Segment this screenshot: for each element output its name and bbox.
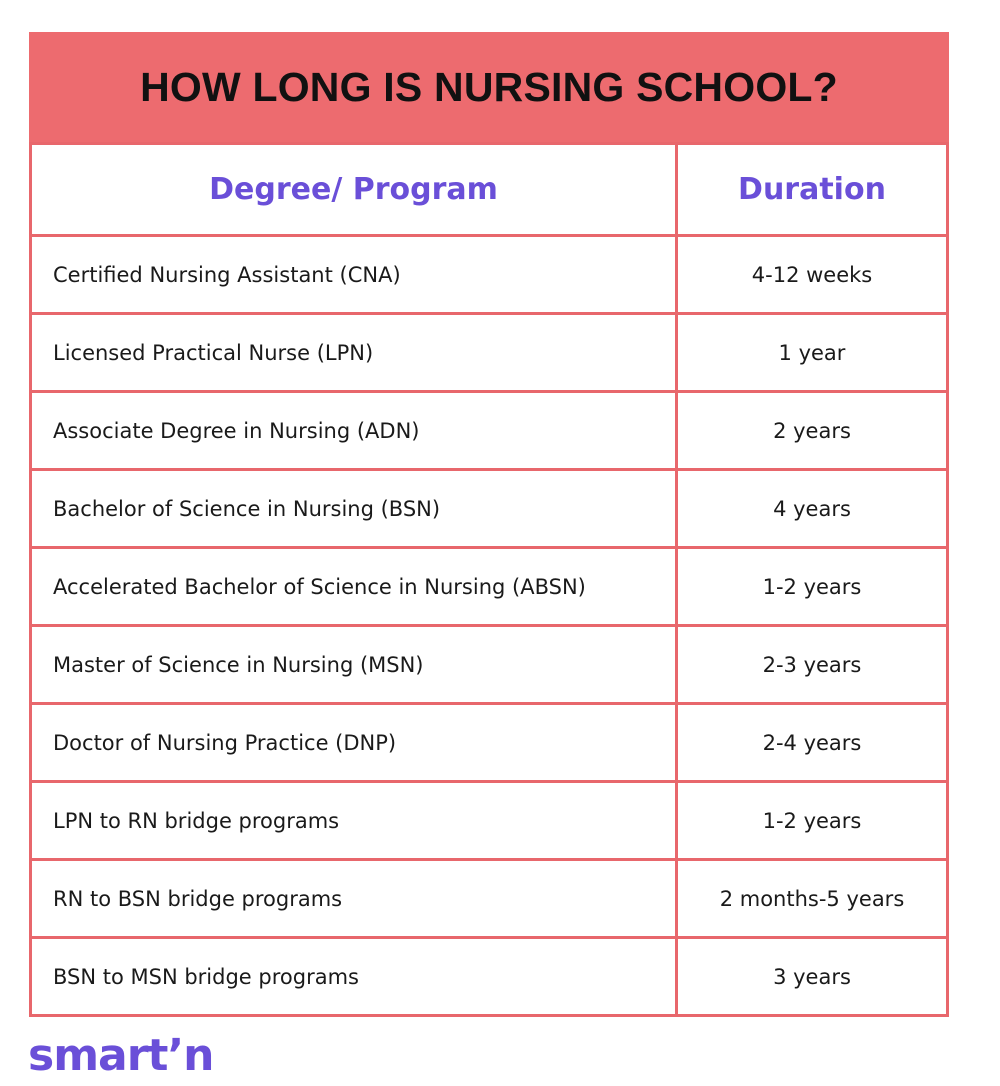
table-row: [31, 938, 948, 1016]
duration-cell: 3 years: [677, 938, 948, 1016]
program-cell: LPN to RN bridge programs: [31, 782, 677, 860]
table-row: [31, 236, 948, 314]
table-row: [31, 782, 948, 860]
duration-cell: 4-12 weeks: [677, 236, 948, 314]
table-row: [31, 548, 948, 626]
table-row: [31, 860, 948, 938]
table-row: [31, 314, 948, 392]
nursing-school-card: [29, 32, 949, 1017]
brand-logo: [28, 1026, 214, 1081]
duration-cell: 1-2 years: [677, 782, 948, 860]
program-cell: Licensed Practical Nurse (LPN): [31, 314, 677, 392]
duration-cell: 4 years: [677, 470, 948, 548]
page-title: HOW LONG IS NURSING SCHOOL?: [140, 63, 838, 110]
logo-text: smart’n: [28, 1030, 214, 1081]
duration-cell: 2-3 years: [677, 626, 948, 704]
program-cell: BSN to MSN bridge programs: [31, 938, 677, 1016]
duration-cell: 2-4 years: [677, 704, 948, 782]
table-row: [31, 704, 948, 782]
program-cell: Doctor of Nursing Practice (DNP): [31, 704, 677, 782]
program-cell: Associate Degree in Nursing (ADN): [31, 392, 677, 470]
program-cell: Master of Science in Nursing (MSN): [31, 626, 677, 704]
table-row: [31, 626, 948, 704]
duration-cell: 2 years: [677, 392, 948, 470]
table-row: [31, 392, 948, 470]
duration-cell: 1 year: [677, 314, 948, 392]
header-duration: Duration: [677, 144, 948, 236]
program-cell: RN to BSN bridge programs: [31, 860, 677, 938]
duration-cell: 1-2 years: [677, 548, 948, 626]
duration-cell: 2 months-5 years: [677, 860, 948, 938]
table-header-row: [31, 144, 948, 236]
program-cell: Bachelor of Science in Nursing (BSN): [31, 470, 677, 548]
duration-table: [29, 142, 949, 1017]
program-cell: Certified Nursing Assistant (CNA): [31, 236, 677, 314]
program-cell: Accelerated Bachelor of Science in Nursing (ABSN): [31, 548, 677, 626]
header-program: Degree/ Program: [31, 144, 677, 236]
title-bar: [29, 32, 949, 142]
table-row: [31, 470, 948, 548]
